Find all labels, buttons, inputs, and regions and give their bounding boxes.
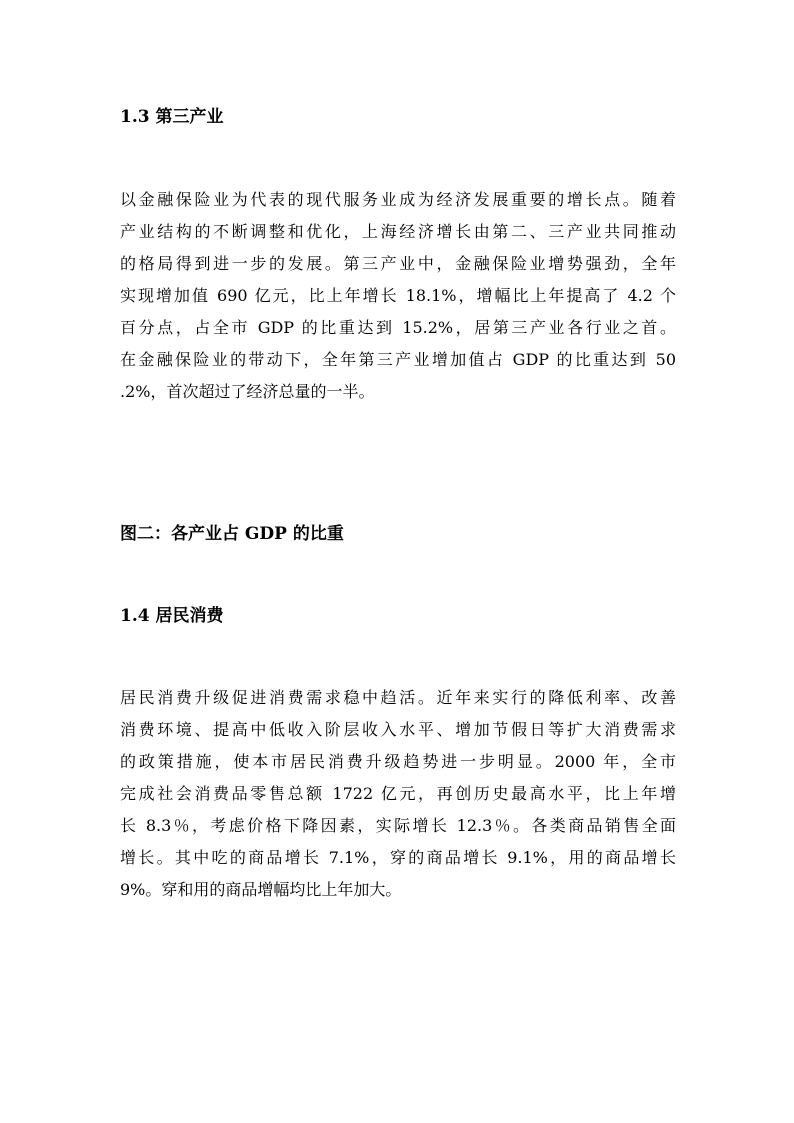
paragraph-line: 在金融保险业的带动下，全年第三产业增加值占 GDP 的比重达到 50: [120, 350, 676, 369]
paragraph-line: 9%。穿和用的商品增幅均比上年加大。: [120, 880, 402, 899]
paragraph-line: 长 8.3％，考虑价格下降因素，实际增长 12.3％。各类商品销售全面: [120, 816, 676, 835]
paragraph-tertiary-industry: [120, 184, 676, 408]
section-heading-tertiary-industry: 1.3 第三产业: [120, 107, 224, 127]
paragraph-line: 的政策措施，使本市居民消费升级趋势进一步明显。2000 年，全市: [120, 752, 676, 771]
figure-caption-gdp-share: 图二：各产业占 GDP 的比重: [120, 524, 344, 544]
paragraph-line: 的格局得到进一步的发展。第三产业中，金融保险业增势强劲，全年: [120, 254, 676, 273]
paragraph-line: 居民消费升级促进消费需求稳中趋活。近年来实行的降低利率、改善: [120, 688, 676, 707]
paragraph-line: 实现增加值 690 亿元，比上年增长 18.1%，增幅比上年提高了 4.2 个: [120, 286, 676, 305]
paragraph-line: .2%，首次超过了经济总量的一半。: [120, 382, 375, 401]
section-heading-resident-consumption: 1.4 居民消费: [120, 606, 224, 626]
paragraph-line: 完成社会消费品零售总额 1722 亿元，再创历史最高水平，比上年增: [120, 784, 676, 803]
paragraph-line: 增长。其中吃的商品增长 7.1%，穿的商品增长 9.1%，用的商品增长: [120, 848, 676, 867]
paragraph-line: 百分点，占全市 GDP 的比重达到 15.2%，居第三产业各行业之首。: [120, 318, 676, 337]
paragraph-line: 产业结构的不断调整和优化，上海经济增长由第二、三产业共同推动: [120, 222, 676, 241]
paragraph-line: 以金融保险业为代表的现代服务业成为经济发展重要的增长点。随着: [120, 190, 676, 209]
paragraph-resident-consumption: [120, 682, 676, 906]
paragraph-line: 消费环境、提高中低收入阶层收入水平、增加节假日等扩大消费需求: [120, 720, 676, 739]
